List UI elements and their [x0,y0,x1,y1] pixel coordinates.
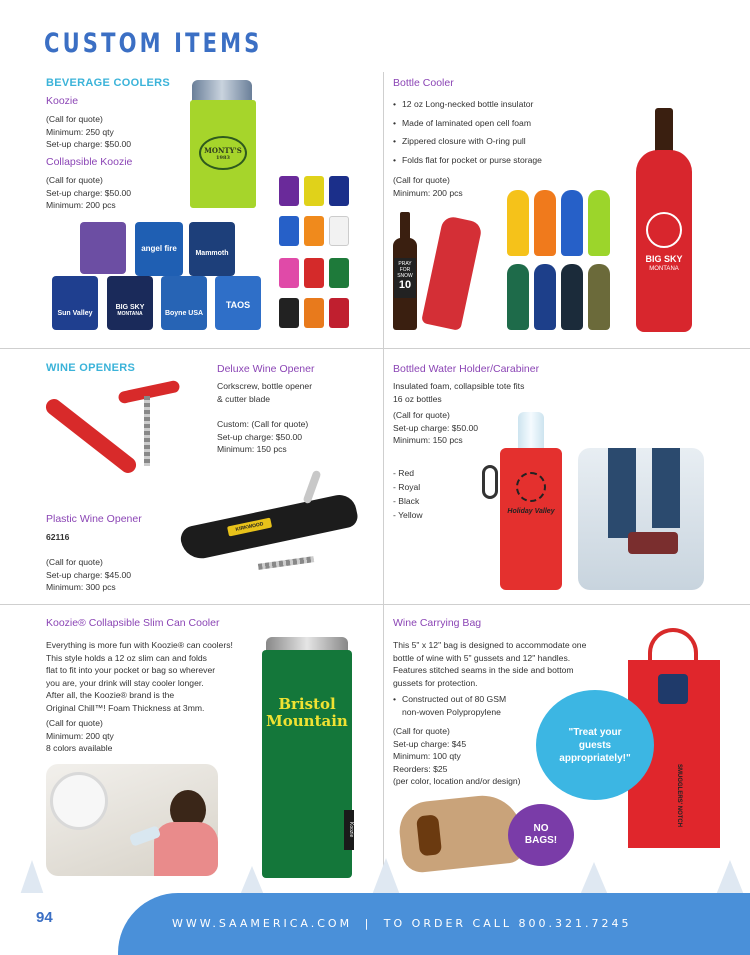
can-koozie-boyne [161,276,207,330]
bag-line: Minimum: 100 qty [393,751,461,761]
swatch-orange2 [304,298,324,328]
water-line: Set-up charge: $50.00 [393,422,479,433]
slim-desc-line: Original Chill™! Foam Thickness at 3mm. [46,702,205,713]
slim-desc-line: Everything is more fun with Koozie® can coolers! [46,640,233,650]
angelfire-logo: angel fire [141,244,177,253]
can-koozie-taos [215,276,261,330]
plastic-sku: 62116 [46,532,70,542]
page-title: CUSTOM ITEMS [44,28,263,59]
montys-logo: MONTY'S [204,146,242,155]
plastic-line: Minimum: 300 pcs [46,582,116,592]
treat-guests-bubble [536,690,654,800]
slim-line: (Call for quote) [46,718,103,728]
bigsky-bottle-sub: MONTANA [649,266,679,272]
water-colors [393,466,423,522]
bottle-cooler-title: Bottle Cooler [393,77,454,89]
bottle-cooler-bullets [393,98,623,172]
wine-bag-info [393,725,521,788]
bottle-cooler-black [561,264,583,330]
deluxe-line: Set-up charge: $50.00 [217,431,303,442]
snow-photo-image [578,448,704,590]
bullet-item: • Folds flat for pocket or purse storage [393,154,623,167]
color-option: - Yellow [393,510,423,520]
slim-cooler-title: Koozie® Collapsible Slim Can Cooler [46,617,220,629]
slim-desc-line: flat to fit into your pocket or bag so wherever [46,665,216,675]
bullet-item: • Zippered closure with O-ring pull [393,135,623,148]
divider-row2 [0,604,750,605]
slim-desc [46,639,233,714]
swatch-yellow [304,176,324,206]
deluxe-line: Custom: (Call for quote) [217,419,309,429]
mountain-logo: Mountain [266,712,348,730]
bullet-item: • 12 oz Long-necked bottle insulator [393,98,623,111]
deluxe-desc-line: Corkscrew, bottle opener [217,381,313,391]
water-desc-line: 16 oz bottles [393,393,442,404]
koozie-line: Minimum: 250 qty [46,126,114,137]
beer-label: PRAY FOR SNOW [397,261,413,279]
can-koozie-sunvalley [52,276,98,330]
plastic-line: (Call for quote) [46,557,103,567]
bottle-cooler-info [393,174,463,199]
swatch-royal [279,216,299,246]
deluxe-info [217,418,308,456]
koozie-line: (Call for quote) [46,114,103,124]
water-desc [393,380,524,405]
carabiner-image [482,465,498,499]
website-link[interactable]: WWW.SAAMERICA.COM [172,917,353,930]
koozie-line: Set-up charge: $50.00 [46,139,132,149]
divider-row1 [0,348,750,349]
footer-separator: | [364,917,372,930]
bottle-line: Minimum: 200 pcs [393,187,463,198]
bigsky-logo: BIG SKY [115,304,145,311]
can-koozie-bigsky [107,276,153,330]
wine-bag-bullet: • Constructed out of 80 GSM non-woven Polypropylene [393,694,507,717]
bag-desc-line: bottle of wine with 5" gussets and 12" handles. [393,652,571,663]
koozie-info [46,113,131,151]
water-bottle-image [518,412,544,450]
deluxe-line: Minimum: 150 pcs [217,444,287,454]
taos-logo: TAOS [225,300,251,310]
water-line: Minimum: 150 pcs [393,435,463,445]
wine-bag-desc [393,639,586,689]
collapsible-koozie-title: Collapsible Koozie [46,156,133,168]
page-number: 94 [36,909,53,926]
color-option: - Red [393,468,415,478]
slim-desc-line: you are, your drink will stay cooler longer. [46,677,204,688]
smugglers-logo: SMUGGLERS' NOTCH [676,764,682,828]
bag-desc-line: Features stitched seams in the side and bottom [393,665,574,675]
boyne-logo: Boyne USA [164,310,204,317]
bullet-item: • Made of laminated open cell foam [393,117,623,130]
big-red-bottle-cooler-image [636,150,692,332]
bag-desc-line: gussets for protection. [393,677,478,688]
slim-desc-line: After all, the Koozie® brand is the [46,690,175,700]
swatch-green [329,258,349,288]
bottle-cooler-lime [588,190,610,256]
water-holder-image [500,448,562,590]
water-holder-title: Bottled Water Holder/Carabiner [393,363,540,375]
koozie-tag: Koozie [344,810,354,850]
collapsible-line: Minimum: 200 pcs [46,200,116,210]
lime-koozie-image [190,100,256,208]
bag-line: Set-up charge: $45 [393,738,467,749]
bottle-cooler-yellow [507,190,529,256]
plastic-wine-opener-image [43,396,140,476]
beverage-heading: BEVERAGE COOLERS [46,77,170,89]
bag-line: Reorders: $25 [393,763,448,774]
tree-silhouette-image [0,800,750,900]
holiday-valley-logo: Holiday Valley [507,508,555,515]
footer-text [172,917,631,930]
swatch-navy [329,176,349,206]
plastic-wine-opener-title: Plastic Wine Opener [46,513,142,525]
flat-bottle-cooler-image [421,215,483,331]
slim-line: Minimum: 200 qty [46,730,114,741]
bigsky-sub: MONTANA [117,311,143,317]
bottle-cooler-green [507,264,529,330]
beer-number: 10 [398,279,412,291]
bag-bullet-line: Constructed out of 80 GSM [402,694,507,704]
bottle-cooler-royal [561,190,583,256]
koozie-title: Koozie [46,95,79,107]
bottle-cooler-camo [588,264,610,330]
swatch-white [329,216,349,246]
swatch-red [304,258,324,288]
divider-vertical [383,72,384,892]
swatch-pink [279,258,299,288]
bag-bullet-line: non-woven Polypropylene [402,706,501,717]
bag-line: (Call for quote) [393,726,450,736]
slim-desc-line: This style holds a 12 oz slim can and folds [46,652,207,663]
plastic-info [46,556,131,594]
deluxe-wine-opener-title: Deluxe Wine Opener [217,363,315,375]
bottle-cooler-orange [534,190,556,256]
sunvalley-logo: Sun Valley [57,310,93,317]
water-info [393,409,478,447]
bag-desc-line: This 5" x 12" bag is designed to accommodate one [393,640,587,650]
slim-info [46,717,114,755]
big-bottle-neck-image [655,108,673,154]
swatch-maroon [329,298,349,328]
can-koozie-mammoth [189,222,235,276]
water-desc-line: Insulated foam, collapsible tote fits [393,381,525,391]
swatch-orange [304,216,324,246]
color-option: - Black [393,496,420,506]
order-phone: TO ORDER CALL 800.321.7245 [383,917,632,930]
deluxe-wine-opener-image [178,492,359,562]
collapsible-line: (Call for quote) [46,175,103,185]
collapsible-koozie-info [46,174,131,212]
can-koozie-angelfire [135,222,183,276]
mammoth-logo: Mammoth [195,250,229,257]
wine-heading: WINE OPENERS [46,362,136,374]
t-corkscrew-worm-image [144,396,150,466]
bigsky-bottle-logo: BIG SKY [645,254,683,264]
wine-bag-title: Wine Carrying Bag [393,617,482,629]
montys-year: 1983 [216,155,230,161]
no-bags-text: NO BAGS! [524,823,558,846]
beer-bottle-image [393,238,417,330]
bottle-line: (Call for quote) [393,175,450,185]
treat-guests-text: "Treat your guests appropriately!" [559,726,631,764]
plastic-line: Set-up charge: $45.00 [46,569,132,580]
opener-worm-image [258,556,314,570]
color-option: - Royal [393,482,421,492]
collapsible-line: Set-up charge: $50.00 [46,187,132,198]
bag-line: (per color, location and/or design) [393,776,521,786]
bristol-logo: Bristol [278,695,336,713]
bottle-cooler-navy [534,264,556,330]
deluxe-desc-line: & cutter blade [217,393,271,404]
water-line: (Call for quote) [393,410,450,420]
deluxe-desc [217,380,312,405]
swatch-black [279,298,299,328]
kirkwood-logo: KIRKWOOD [227,518,272,537]
can-koozie-purple [80,222,126,274]
slim-line: 8 colors available [46,743,113,753]
swatch-purple [279,176,299,206]
